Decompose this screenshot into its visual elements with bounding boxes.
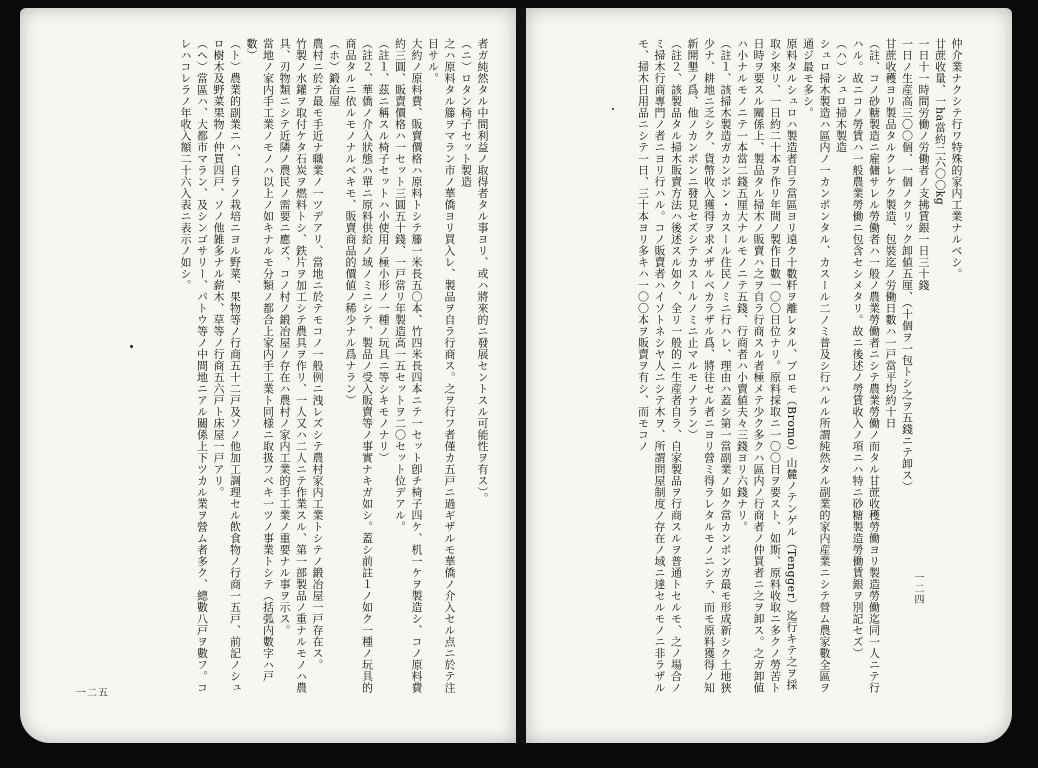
- book-gutter: [516, 8, 526, 743]
- left-page-text: [90, 38, 490, 698]
- paragraph: （ヘ）當區ハ、大都市マラン、及シンゴサリー、パトウ等ノ中間地ニアル關係上下ツカル業ヲ營ム者多ク、總數八戸ヲ數フ。コレハコレラノ年收入額二十六入表ニ表示ノ如シ。: [179, 38, 209, 694]
- paragraph: （ハ）シュロ掃木製造: [834, 38, 848, 153]
- paragraph: 當地ノ家内手工業ノモノハ以上ノ如キナルモ分類ノ都合上家内手工業ト同様ニ取扱フベキ一ツノ事業トシテ（括弧内數字ハ戸數）: [245, 38, 275, 682]
- left-page: [20, 8, 516, 743]
- page-number: 一二四: [912, 572, 923, 605]
- paragraph: （註２、該製品タル掃木販賣方法ハ後述スル如ク、全リ一般的ニ生産者自ラ、自家製品ヲ行商スルヲ普通トセルモ、之ノ場合ノミ掃木行商專門ノ者ニヨリ行ハル。コノ販賣者ハイソトネシヤ人ニシテ木ヲ、所謂問屋制度ノ存在ノ域ニ達セルモノニ非ラザルモ、掃木日用品ニシテ一日、三十本ヨリ多キハ一〇〇本ヲ販賣ヲ有シ、而モコノ: [636, 38, 683, 694]
- print-speck: [130, 345, 133, 348]
- paragraph: （註１、茲ニ稱スル椅子セットハ小使用ノ極小形ノ一種ノ玩具ニ等シキモノナリ）: [377, 38, 390, 464]
- paragraph: 仲介業ナクシテ行ワ特殊的家内工業ナルベシ。: [950, 38, 963, 280]
- paragraph: （ニ）ロタン椅子セット製造: [459, 38, 473, 188]
- paragraph: （ト）農業的副業ニハ、自ラノ栽培ニヨル野菜、果物等ノ行商五十二戸及ソノ他加工調理セル飲食物ノ行商一五戸、前記ノシュロ樹木及野菜果物ノ仲買四戸、ソノ他雑多ナル薪木、草等ノ行商五六戸ト床屋一戸アリ。: [212, 38, 242, 694]
- paragraph: 大約ノ原料費、販賣價格ハ原料トシテ籐一米長五〇本、竹四米長四本ニテ一セット卽チ椅子四ケ、机一ケヲ製造シ、コノ原料費約三圓、販賣價格ハ一セット三圓五十錢、一戸當リ年製造高一五セットヲ二〇セット位デアル。: [393, 38, 423, 694]
- paragraph: （ホ）鍛冶屋: [327, 38, 341, 107]
- paragraph: 一日ノ生産高三〇〇個、一個ノクリック卸値五厘、（十個ヲ一包トシ之ヲ五錢ニテ卸ス）: [900, 38, 914, 493]
- right-page: [526, 8, 1012, 743]
- paragraph: 一日十一時間労働ノ労働者ノ支拂賃銀一日三十錢: [917, 38, 930, 291]
- paragraph: （註２、華僑ノ介入狀態ハ單ニ原料供給ノ域ノミニシテ、製品ノ受入販賣等ノ事實ナキガ如シ。蓋シ前註１ノ如ク一種ノ玩具的商品タルニ依ルモノナルベキモ、販賣商品的價値ノ稀少ナル爲ナラン）: [344, 38, 374, 694]
- right-page-text: [534, 38, 964, 698]
- paragraph: 之ハ原料タル籐ヲマラン市ノ華僑ヨリ買入レ、製品ヲ自ラ行商ス。之ヲ行フ者僅カ五戸ニ過ギザルモ華僑ノ介入セル点ニ於テ注目サル。: [426, 38, 456, 694]
- paragraph: 竹製ノ水鑵ヲ取付ケタ石炭ヲ燃料トシ、鉄片ヲ加工シテ農具ヲ作リ、一人又ハ二人ニテ作業スル、第一部製品ノ重ナルモノハ農具、刃物類ニシテ近隣ノ農民ノ需要ニ應ズ、コノ村ノ鍛冶屋ノ存在ハ農村ノ家内工業的手工業ノ重要ナル事ヲ示ス。: [278, 38, 308, 694]
- paragraph: 廿蔗收量、一ha當約二六〇〇kg: [933, 38, 947, 206]
- paragraph: 甘蔗收穫ヨリ製品タルクレケク製造、包裝迄ノ労働日數ハ一戸當平均約十日: [884, 38, 897, 429]
- print-speck: [612, 108, 614, 110]
- paragraph: 者ガ純然タル中間利益ノ取得者タル事ヨリ、或ハ將來的ニ發展セントスル可能性ヲ有ス）。: [476, 38, 489, 504]
- paragraph: （註１、該掃木製造ガカンポン・カスール住民ノミニ行ハレ、理由ハ蓋シ第一當副業ノ如ク當カンポンガ最モ形成新シク土地狹少ナ、耕地ニ乏シク、貨幣收入獲得ヲ求メザルベカラザル爲、將往セル者ニヨリ營ミ得ラレタルモノニシテ、而モ原料獲得ノ知新開墾ノ爲、他ノカンポンニ發見セズシテカスールノミニ止マルモノナラン）: [686, 38, 732, 694]
- paragraph: 原料タルシュロハ製造者自ラ當區ヨリ遠ク十數粁ヲ離レタル、ブロモ（Bromo）山麓ノテンゲル（Tengger）迄行キテ之ヲ採取シ來リ、一日約二十本ヲ作リ年間ノ製作日數一〇〇日位ナリ。原料採取ニ一〇〇日ヲ要スト、如斯、原料收取ニ多クノ勞苦ト日時ヲ要スル關係上、製品タル掃木ノ販賣ハ之ヲ自ラ行商スル者極メテ少ク多クハ區内ノ行商者ノ仲買者ニ之ヲ卸ス。之ガ卸値ハ小ナルモノニテ一本當二錢五厘大ナルモノニテ五錢、行商者ハ小賣値夫々三錢ヨリ六錢ナリ。: [735, 38, 798, 694]
- paragraph: （註、コノ砂糖製造ニ雇傭サレル勞働者ハ一般ノ農業勞働者ニシテ農業勞働ノ而タル甘蔗收穫勞働ヨリ製造勞働迄同一人ニテ行ハル。故ニコノ勞賃ハ一般農業勞働ニ包含セシメタリ。故ニ後述ノ勞賃收入ノ項ニハ特ニ砂糖製造勞働賃銀ヲ別記セズ）: [851, 38, 881, 694]
- paragraph: 農村ニ於テ最モ手近ナ職業ノ一ツデアリ、當地ニ於テモコノ一般例ニ洩レズシテ農村家内工業トシテノ鍛冶屋一戸存在ス。: [311, 38, 324, 671]
- paragraph: シュロ掃木製造ハ區内ノ一カンポンタル、カスール二ノミ普及シ行ハルル所謂純然タル副業的家内産業ニシテ營ム農家數全區ヲ通ジ最モ多シ。: [801, 38, 831, 694]
- page-number: 一二五: [76, 688, 109, 699]
